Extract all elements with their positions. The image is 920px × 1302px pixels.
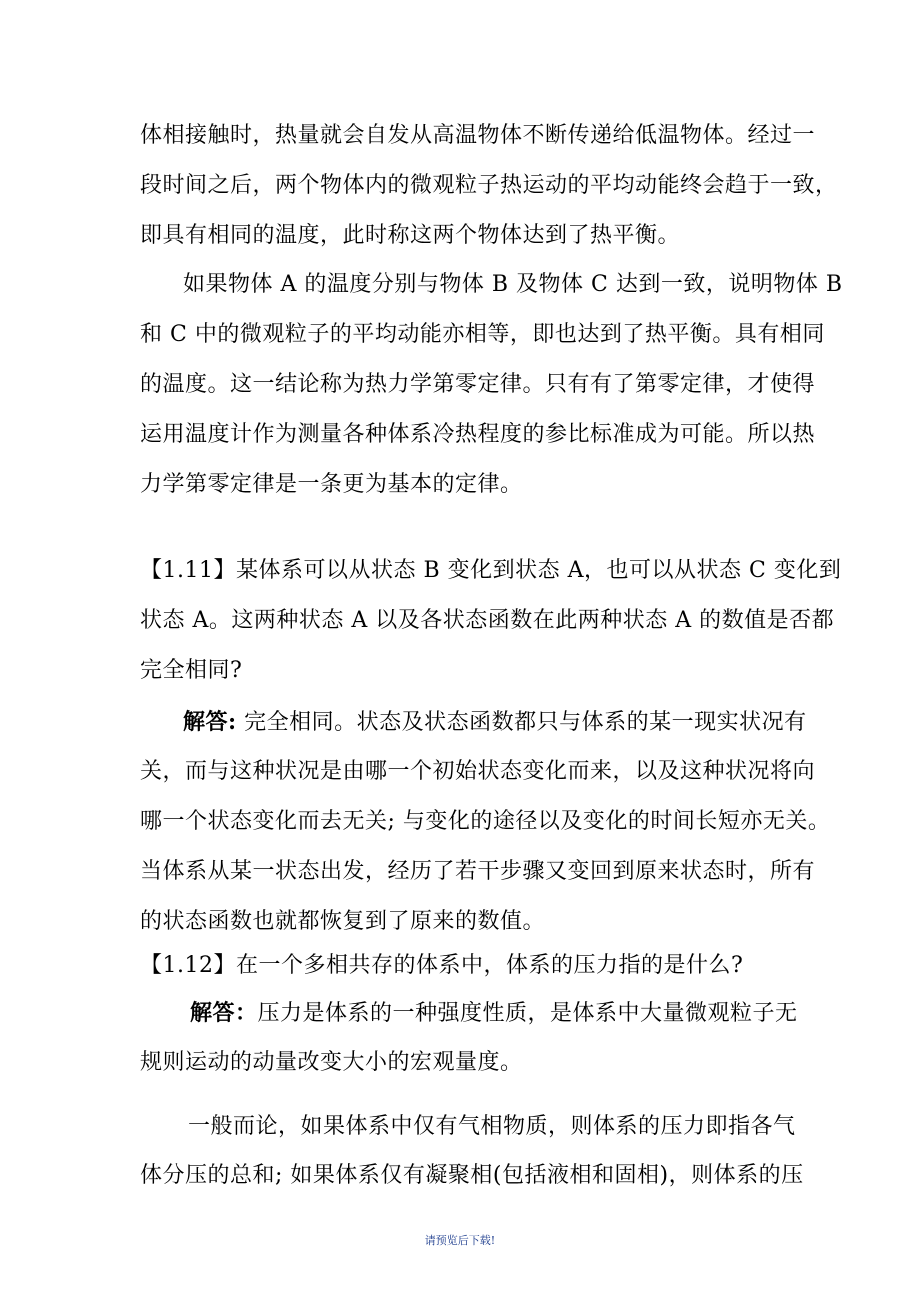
- question-1-11-line-2: 状态 A。这两种状态 A 以及各状态函数在此两种状态 A 的数值是否都: [140, 608, 835, 633]
- paragraph-2-line-5: 力学第零定律是一条更为基本的定律。: [140, 472, 523, 497]
- answer-1-11-line-4: 当体系从某一状态出发，经历了若干步骤又变回到原来状态时，所有: [140, 859, 816, 884]
- paragraph-2-line-2: 和 C 中的微观粒子的平均动能亦相等，即也达到了热平衡。具有相同: [140, 322, 825, 347]
- paragraph-2-line-3: 的温度。这一结论称为热力学第零定律。只有有了第零定律，才使得: [140, 372, 816, 397]
- answer-1-11-line-1: [183, 707, 807, 738]
- answer-1-12-para2-line-1: 一般而论，如果体系中仅有气相物质，则体系的压力即指各气: [188, 1114, 796, 1139]
- answer-label: 解答:: [183, 709, 237, 735]
- answer-1-11-line-2: 关，而与这种状况是由哪一个初始状态变化而来，以及这种状况将向: [140, 759, 816, 784]
- question-1-11-line-3: 完全相同?: [140, 658, 243, 683]
- paragraph-1-line-2: 段时间之后，两个物体内的微观粒子热运动的平均动能终会趋于一致，: [140, 173, 838, 198]
- paragraph-1-line-3: 即具有相同的温度，此时称这两个物体达到了热平衡。: [140, 223, 681, 248]
- question-1-11-line-1: 【1.11】某体系可以从状态 B 变化到状态 A，也可以从状态 C 变化到: [140, 558, 842, 583]
- answer-label: 解答：: [190, 1000, 258, 1026]
- footer-download-note: 请预览后下载!: [424, 1234, 496, 1247]
- paragraph-2-line-1: 如果物体 A 的温度分别与物体 B 及物体 C 达到一致，说明物体 B: [183, 272, 843, 297]
- answer-1-11-line-3: 哪一个状态变化而去无关; 与变化的途径以及变化的时间长短亦无关。: [140, 809, 831, 834]
- answer-text: 完全相同。状态及状态函数都只与体系的某一现实状况有: [236, 710, 807, 735]
- answer-1-12-para2-line-2: 体分压的总和; 如果体系仅有凝聚相(包括液相和固相)，则体系的压: [140, 1163, 804, 1188]
- question-1-12: 【1.12】在一个多相共存的体系中，体系的压力指的是什么?: [140, 953, 744, 978]
- paragraph-2-line-4: 运用温度计作为测量各种体系冷热程度的参比标准成为可能。所以热: [140, 422, 816, 447]
- answer-text: 压力是体系的一种强度性质，是体系中大量微观粒子无: [257, 1001, 798, 1026]
- answer-1-12-line-1: [190, 998, 798, 1029]
- answer-1-12-line-2: 规则运动的动量改变大小的宏观量度。: [140, 1050, 523, 1075]
- answer-1-11-line-5: 的状态函数也就都恢复到了原来的数值。: [140, 909, 546, 934]
- paragraph-1-line-1: 体相接触时，热量就会自发从高温物体不断传递给低温物体。经过一: [140, 123, 816, 148]
